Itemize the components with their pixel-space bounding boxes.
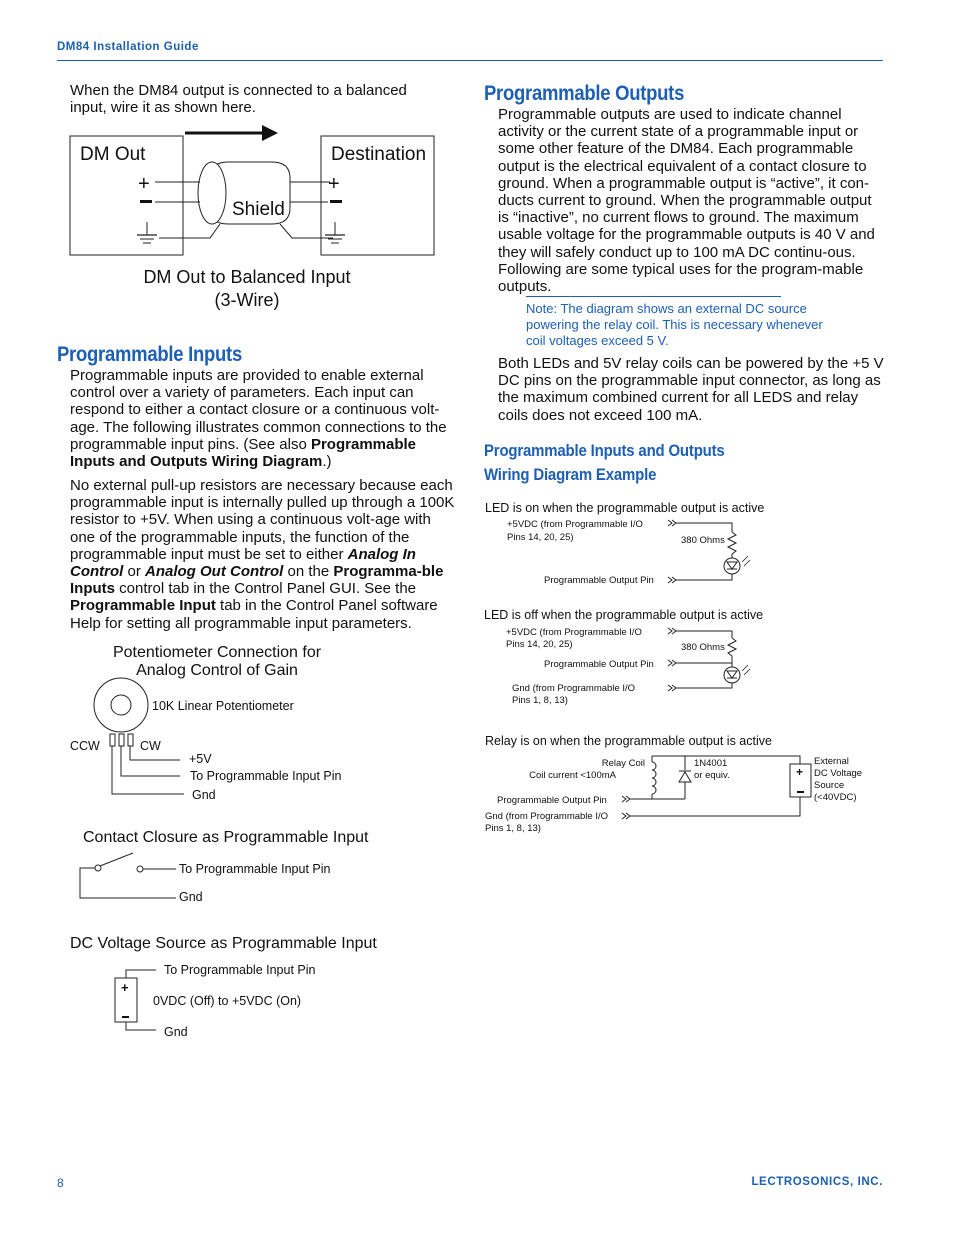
d3-diode-1: 1N4001 [694, 758, 728, 769]
pot-plus5: +5V [189, 752, 212, 766]
d1-supply-2: Pins 14, 20, 25) [507, 532, 574, 543]
d3-ext-1: External [814, 756, 849, 767]
pot-knob-inner [111, 695, 131, 715]
right-plus: + [328, 173, 340, 195]
d3-diode-2: or equiv. [694, 770, 730, 781]
d2-gnd-1: Gnd (from Programmable I/O [512, 683, 636, 694]
relay-diagram [480, 730, 870, 840]
contact-closure-diagram [70, 822, 430, 912]
d2-supply-2: Pins 14, 20, 25) [506, 639, 573, 650]
intro-text: When the DM84 output is connected to a balanced input, wire it as shown here. [70, 82, 407, 117]
balanced-input-diagram [60, 120, 450, 320]
d2-gnd-2: Pins 1, 8, 13) [512, 695, 568, 706]
led-on-diagram [480, 496, 800, 596]
d3-plus: + [796, 765, 804, 779]
dcsource-range: 0VDC (Off) to +5VDC (On) [153, 994, 302, 1008]
d2-resistor [728, 638, 736, 656]
left-minus [140, 200, 152, 203]
dcsource-pin: To Programmable Input Pin [164, 963, 316, 977]
dm-out-label: DM Out [80, 144, 146, 165]
d3-gnd-1: Gnd (from Programmable I/O [485, 811, 609, 822]
d3-gnd-2: Pins 1, 8, 13) [485, 823, 541, 834]
prog-outputs-para-2: Both LEDs and 5V relay coils can be powered by the +5 V DC pins on the programmable input connector, as long as the maximum combined current for all LEDS and relay coils does not exceed 100 mA. [498, 355, 884, 424]
pot-label: 10K Linear Potentiometer [152, 699, 294, 713]
left-plus: + [138, 173, 150, 195]
dc-minus [122, 1016, 129, 1018]
pot-title-1: Potentiometer Connection for [112, 644, 322, 661]
wiring-heading [484, 439, 725, 487]
pot-cw: CW [140, 739, 161, 753]
d3-ext-2: DC Voltage [814, 768, 863, 779]
pot-pin: To Programmable Input Pin [190, 769, 342, 783]
contact-title: Contact Closure as Programmable Input [83, 829, 369, 846]
switch-blade [100, 853, 133, 866]
d2-output-pin: Programmable Output Pin [544, 659, 654, 670]
dc-source-diagram [60, 928, 430, 1048]
d1-supply-1: +5VDC (from Programmable I/O [507, 519, 643, 530]
page-number: 8 [57, 1176, 64, 1190]
d3-title: Relay is on when the programmable output is active [485, 734, 772, 748]
d1-resistor [728, 532, 736, 554]
contact-gnd: Gnd [179, 890, 203, 904]
programmable-inputs-heading: Programmable Inputs [57, 343, 242, 366]
balanced-caption-2: (3-Wire) [214, 290, 280, 310]
signal-arrow-head [262, 125, 278, 141]
pot-gnd: Gnd [192, 788, 216, 802]
wiring-heading-line-2: Wiring Diagram Example [484, 465, 657, 484]
destination-label: Destination [331, 144, 427, 165]
d1-title: LED is on when the programmable output is active [485, 501, 765, 515]
running-header: DM84 Installation Guide [57, 41, 199, 53]
potentiometer-diagram [60, 640, 440, 810]
shield-label: Shield [232, 199, 285, 220]
d3-ext-4: (<40VDC) [814, 792, 857, 803]
d3-output-pin: Programmable Output Pin [497, 795, 607, 806]
d1-resistor-label: 380 Ohms [681, 535, 725, 546]
d2-led [724, 667, 740, 683]
note-rule [526, 296, 781, 297]
d1-output-pin: Programmable Output Pin [544, 575, 654, 586]
balanced-caption-1: DM Out to Balanced Input [143, 267, 351, 287]
wiring-heading-line-1: Programmable Inputs and Outputs [484, 441, 725, 460]
d3-coil-2: Coil current <100mA [529, 770, 616, 781]
d3-coil-1: Relay Coil [601, 758, 645, 769]
d3-diode [679, 772, 691, 782]
header-rule [57, 60, 883, 61]
dc-plus: + [121, 980, 129, 995]
d2-supply-1: +5VDC (from Programmable I/O [506, 627, 642, 638]
d3-ext-3: Source [814, 780, 845, 791]
dcsource-gnd: Gnd [164, 1025, 188, 1039]
d2-title: LED is off when the programmable output is active [484, 608, 764, 622]
contact-pin: To Programmable Input Pin [179, 862, 331, 876]
relay-note: Note: The diagram shows an external DC source powering the relay coil. This is necessary whenever coil voltages exceed 5 V. [526, 301, 823, 348]
d2-resistor-label: 380 Ohms [681, 642, 725, 653]
pot-ccw: CCW [70, 739, 100, 753]
pot-title-2: Analog Control of Gain [136, 662, 298, 679]
programmable-outputs-heading: Programmable Outputs [484, 82, 685, 105]
led-off-diagram [480, 604, 800, 714]
right-minus [330, 200, 342, 203]
d1-led [724, 558, 740, 574]
company-name: LECTROSONICS, INC. [751, 1176, 883, 1188]
prog-inputs-para-2: No external pull-up resistors are necessary because each programmable input is internally pulled up through a 100K resistor to +5V. When using a continuous volt-age with one of the programmable inputs, the function of the programmable input must be set to either Analog In Control or Analog Out Control on the Programma-ble Inputs control tab in the Control Panel GUI. See the Programmable Input tab in the Control Panel software Help for setting all programmable input parameters. [70, 477, 455, 632]
d3-minus [797, 791, 804, 793]
dcsource-title: DC Voltage Source as Programmable Input [70, 935, 377, 952]
prog-outputs-para-1: Programmable outputs are used to indicate channel activity or the current state of a programmable input or some other feature of the DM84. Each programmable output is the electrical equivalent of a contact closure to ground. When a programmable output is “active”, it con-ducts current to ground. When the programmable output is “inactive”, no current flows to ground. The maximum usable voltage for the programmable outputs is 40 V and they will safely conduct up to 100 mA DC continu-ous. Following are some typical uses for the program-mable outputs. [498, 106, 875, 296]
prog-inputs-para-1: Programmable inputs are provided to enable external control over a variety of parameters. Each input can respond to either a contact closure or a continuous volt-age. The following illustrates common connections to the programmable input pins. (See also Programmable Inputs and Outputs Wiring Diagram.) [70, 367, 447, 471]
d3-coil [652, 762, 656, 794]
